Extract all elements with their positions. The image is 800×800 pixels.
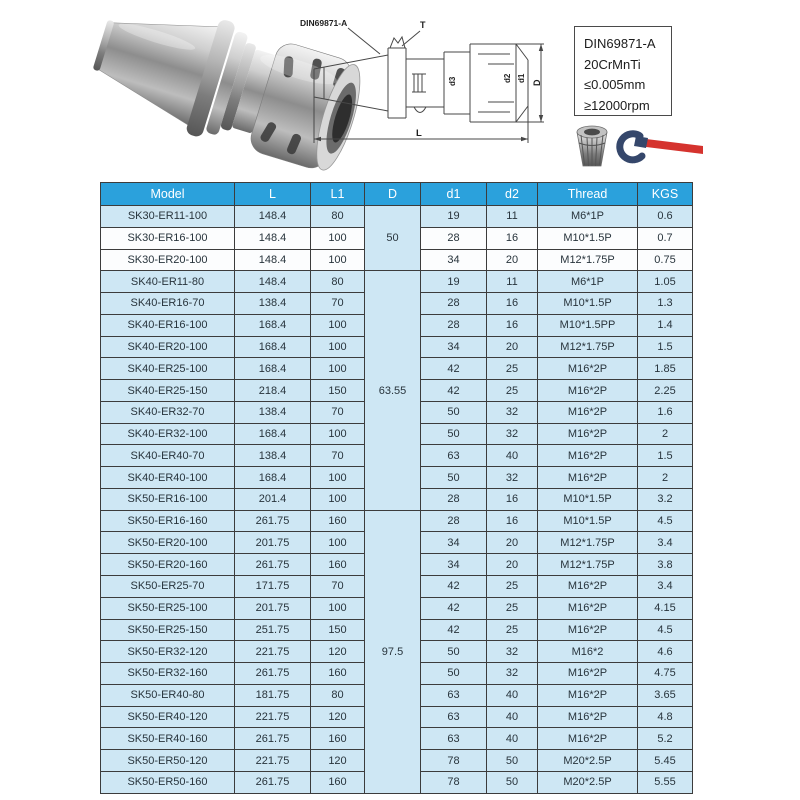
d1-cell: 50 bbox=[421, 401, 487, 423]
d2-cell: 25 bbox=[487, 576, 538, 598]
spec-table-body bbox=[101, 206, 693, 794]
model-cell: SK40-ER11-80 bbox=[101, 271, 235, 293]
l1-cell: 100 bbox=[311, 532, 365, 554]
thread-cell: M10*1.5P bbox=[538, 510, 638, 532]
l-cell: 261.75 bbox=[235, 728, 311, 750]
l1-cell: 120 bbox=[311, 706, 365, 728]
thread-cell: M20*2.5P bbox=[538, 771, 638, 793]
l1-cell: 160 bbox=[311, 728, 365, 750]
d2-cell: 16 bbox=[487, 510, 538, 532]
l1-cell: 100 bbox=[311, 467, 365, 489]
d-merged-cell: 97.5 bbox=[365, 510, 421, 793]
spec-line-rpm: ≥12000rpm bbox=[584, 97, 650, 113]
l-cell: 221.75 bbox=[235, 641, 311, 663]
model-cell: SK40-ER16-70 bbox=[101, 293, 235, 315]
d2-cell: 16 bbox=[487, 293, 538, 315]
d-merged-cell: 63.55 bbox=[365, 271, 421, 510]
model-cell: SK50-ER50-120 bbox=[101, 750, 235, 772]
l1-cell: 150 bbox=[311, 380, 365, 402]
model-cell: SK40-ER32-100 bbox=[101, 423, 235, 445]
kgs-cell: 1.5 bbox=[638, 336, 693, 358]
d1-cell: 42 bbox=[421, 619, 487, 641]
table-row bbox=[101, 206, 693, 228]
table-row bbox=[101, 271, 693, 293]
spec-table-header bbox=[101, 183, 693, 206]
thread-cell: M6*1P bbox=[538, 206, 638, 228]
kgs-cell: 2 bbox=[638, 467, 693, 489]
kgs-cell: 4.75 bbox=[638, 663, 693, 685]
thread-cell: M20*2.5P bbox=[538, 750, 638, 772]
drawing-standard-label: DIN69871-A bbox=[300, 18, 348, 28]
d1-cell: 50 bbox=[421, 641, 487, 663]
d1-cell: 42 bbox=[421, 597, 487, 619]
l-cell: 261.75 bbox=[235, 771, 311, 793]
thread-cell: M10*1.5P bbox=[538, 488, 638, 510]
kgs-cell: 4.6 bbox=[638, 641, 693, 663]
hook-spanner-wrench-icon bbox=[614, 127, 706, 167]
l-cell: 148.4 bbox=[235, 227, 311, 249]
thread-cell: M10*1.5P bbox=[538, 293, 638, 315]
col-header-d: D bbox=[365, 183, 421, 206]
model-cell: SK50-ER32-160 bbox=[101, 663, 235, 685]
d2-cell: 11 bbox=[487, 206, 538, 228]
l-cell: 168.4 bbox=[235, 314, 311, 336]
kgs-cell: 3.8 bbox=[638, 554, 693, 576]
thread-cell: M16*2P bbox=[538, 619, 638, 641]
d2-cell: 16 bbox=[487, 227, 538, 249]
kgs-cell: 1.05 bbox=[638, 271, 693, 293]
thread-cell: M16*2P bbox=[538, 445, 638, 467]
kgs-cell: 1.5 bbox=[638, 445, 693, 467]
thread-cell: M16*2 bbox=[538, 641, 638, 663]
col-header-l1: L1 bbox=[311, 183, 365, 206]
thread-cell: M12*1.75P bbox=[538, 249, 638, 271]
thread-cell: M12*1.75P bbox=[538, 554, 638, 576]
spec-line-material: 20CrMnTi bbox=[584, 56, 641, 72]
d2-cell: 16 bbox=[487, 314, 538, 336]
model-cell: SK50-ER40-160 bbox=[101, 728, 235, 750]
thread-cell: M16*2P bbox=[538, 358, 638, 380]
thread-cell: M16*2P bbox=[538, 423, 638, 445]
col-header-d1: d1 bbox=[421, 183, 487, 206]
d1-cell: 50 bbox=[421, 423, 487, 445]
kgs-cell: 4.5 bbox=[638, 510, 693, 532]
technical-drawing bbox=[292, 12, 574, 174]
d2-cell: 20 bbox=[487, 532, 538, 554]
l1-cell: 100 bbox=[311, 488, 365, 510]
thread-cell: M16*2P bbox=[538, 380, 638, 402]
kgs-cell: 4.15 bbox=[638, 597, 693, 619]
l-cell: 181.75 bbox=[235, 684, 311, 706]
d2-cell: 32 bbox=[487, 467, 538, 489]
model-cell: SK30-ER16-100 bbox=[101, 227, 235, 249]
l1-cell: 70 bbox=[311, 445, 365, 467]
d2-cell: 40 bbox=[487, 445, 538, 467]
d2-cell: 25 bbox=[487, 597, 538, 619]
l-cell: 168.4 bbox=[235, 336, 311, 358]
l-cell: 148.4 bbox=[235, 249, 311, 271]
l1-cell: 120 bbox=[311, 750, 365, 772]
d2-cell: 32 bbox=[487, 423, 538, 445]
model-cell: SK40-ER32-70 bbox=[101, 401, 235, 423]
model-cell: SK50-ER16-100 bbox=[101, 488, 235, 510]
d2-cell: 25 bbox=[487, 619, 538, 641]
l1-cell: 80 bbox=[311, 206, 365, 228]
d1-cell: 34 bbox=[421, 336, 487, 358]
l-cell: 221.75 bbox=[235, 706, 311, 728]
l1-cell: 100 bbox=[311, 597, 365, 619]
d1-cell: 42 bbox=[421, 380, 487, 402]
l1-cell: 160 bbox=[311, 771, 365, 793]
kgs-cell: 1.6 bbox=[638, 401, 693, 423]
l1-cell: 120 bbox=[311, 641, 365, 663]
model-cell: SK50-ER25-100 bbox=[101, 597, 235, 619]
model-cell: SK50-ER25-150 bbox=[101, 619, 235, 641]
kgs-cell: 2.25 bbox=[638, 380, 693, 402]
d2-cell: 32 bbox=[487, 401, 538, 423]
l1-cell: 80 bbox=[311, 684, 365, 706]
d1-cell: 50 bbox=[421, 663, 487, 685]
d1-cell: 42 bbox=[421, 358, 487, 380]
l-cell: 261.75 bbox=[235, 554, 311, 576]
dim-label-T: T bbox=[420, 20, 426, 30]
thread-cell: M16*2P bbox=[538, 728, 638, 750]
l1-cell: 160 bbox=[311, 510, 365, 532]
l-cell: 168.4 bbox=[235, 467, 311, 489]
l-cell: 261.75 bbox=[235, 510, 311, 532]
d2-cell: 32 bbox=[487, 663, 538, 685]
col-header-model: Model bbox=[101, 183, 235, 206]
kgs-cell: 1.3 bbox=[638, 293, 693, 315]
spec-table bbox=[100, 182, 693, 794]
l1-cell: 100 bbox=[311, 249, 365, 271]
l-cell: 148.4 bbox=[235, 271, 311, 293]
l1-cell: 100 bbox=[311, 423, 365, 445]
kgs-cell: 3.4 bbox=[638, 576, 693, 598]
spec-line-runout: ≤0.005mm bbox=[584, 77, 646, 92]
d2-cell: 40 bbox=[487, 728, 538, 750]
thread-cell: M16*2P bbox=[538, 401, 638, 423]
l1-cell: 160 bbox=[311, 663, 365, 685]
d1-cell: 78 bbox=[421, 750, 487, 772]
d2-cell: 11 bbox=[487, 271, 538, 293]
model-cell: SK50-ER25-70 bbox=[101, 576, 235, 598]
thread-cell: M16*2P bbox=[538, 684, 638, 706]
thread-cell: M16*2P bbox=[538, 467, 638, 489]
d1-cell: 63 bbox=[421, 728, 487, 750]
l-cell: 201.75 bbox=[235, 532, 311, 554]
d2-cell: 25 bbox=[487, 380, 538, 402]
l1-cell: 100 bbox=[311, 314, 365, 336]
model-cell: SK40-ER20-100 bbox=[101, 336, 235, 358]
l1-cell: 160 bbox=[311, 554, 365, 576]
kgs-cell: 3.65 bbox=[638, 684, 693, 706]
d2-cell: 40 bbox=[487, 684, 538, 706]
col-header-kgs: KGS bbox=[638, 183, 693, 206]
d1-cell: 28 bbox=[421, 227, 487, 249]
dim-label-d2: d2 bbox=[503, 73, 512, 83]
thread-cell: M16*2P bbox=[538, 706, 638, 728]
spec-line-standard: DIN69871-A bbox=[584, 36, 656, 51]
d-merged-cell: 50 bbox=[365, 206, 421, 271]
l-cell: 251.75 bbox=[235, 619, 311, 641]
thread-cell: M16*2P bbox=[538, 576, 638, 598]
l1-cell: 100 bbox=[311, 358, 365, 380]
kgs-cell: 5.2 bbox=[638, 728, 693, 750]
d1-cell: 28 bbox=[421, 510, 487, 532]
model-cell: SK50-ER20-160 bbox=[101, 554, 235, 576]
thread-cell: M10*1.5PP bbox=[538, 314, 638, 336]
l-cell: 148.4 bbox=[235, 206, 311, 228]
dim-label-d3: d3 bbox=[448, 76, 457, 86]
col-header-thread: Thread bbox=[538, 183, 638, 206]
model-cell: SK50-ER40-120 bbox=[101, 706, 235, 728]
thread-cell: M16*2P bbox=[538, 663, 638, 685]
l-cell: 138.4 bbox=[235, 293, 311, 315]
kgs-cell: 5.55 bbox=[638, 771, 693, 793]
d2-cell: 25 bbox=[487, 358, 538, 380]
model-cell: SK50-ER32-120 bbox=[101, 641, 235, 663]
d2-cell: 20 bbox=[487, 336, 538, 358]
model-cell: SK40-ER40-100 bbox=[101, 467, 235, 489]
d2-cell: 50 bbox=[487, 771, 538, 793]
l-cell: 171.75 bbox=[235, 576, 311, 598]
kgs-cell: 1.4 bbox=[638, 314, 693, 336]
d1-cell: 28 bbox=[421, 293, 487, 315]
d1-cell: 63 bbox=[421, 684, 487, 706]
l-cell: 138.4 bbox=[235, 401, 311, 423]
dim-label-D: D bbox=[532, 79, 542, 86]
model-cell: SK50-ER40-80 bbox=[101, 684, 235, 706]
l1-cell: 100 bbox=[311, 227, 365, 249]
l-cell: 221.75 bbox=[235, 750, 311, 772]
d2-cell: 20 bbox=[487, 249, 538, 271]
d2-cell: 50 bbox=[487, 750, 538, 772]
dim-label-d1: d1 bbox=[517, 73, 526, 83]
l1-cell: 70 bbox=[311, 401, 365, 423]
d1-cell: 28 bbox=[421, 314, 487, 336]
kgs-cell: 3.4 bbox=[638, 532, 693, 554]
l-cell: 201.75 bbox=[235, 597, 311, 619]
kgs-cell: 4.5 bbox=[638, 619, 693, 641]
d1-cell: 63 bbox=[421, 445, 487, 467]
d2-cell: 20 bbox=[487, 554, 538, 576]
l-cell: 168.4 bbox=[235, 423, 311, 445]
dim-label-L: L bbox=[416, 128, 422, 139]
kgs-cell: 2 bbox=[638, 423, 693, 445]
kgs-cell: 5.45 bbox=[638, 750, 693, 772]
col-header-l: L bbox=[235, 183, 311, 206]
model-cell: SK30-ER11-100 bbox=[101, 206, 235, 228]
thread-cell: M16*2P bbox=[538, 597, 638, 619]
thread-cell: M6*1P bbox=[538, 271, 638, 293]
d1-cell: 19 bbox=[421, 206, 487, 228]
d1-cell: 34 bbox=[421, 554, 487, 576]
model-cell: SK40-ER16-100 bbox=[101, 314, 235, 336]
kgs-cell: 1.85 bbox=[638, 358, 693, 380]
kgs-cell: 0.6 bbox=[638, 206, 693, 228]
l-cell: 218.4 bbox=[235, 380, 311, 402]
l1-cell: 70 bbox=[311, 293, 365, 315]
d1-cell: 19 bbox=[421, 271, 487, 293]
l-cell: 168.4 bbox=[235, 358, 311, 380]
model-cell: SK40-ER25-150 bbox=[101, 380, 235, 402]
l1-cell: 100 bbox=[311, 336, 365, 358]
d2-cell: 16 bbox=[487, 488, 538, 510]
d2-cell: 40 bbox=[487, 706, 538, 728]
d1-cell: 28 bbox=[421, 488, 487, 510]
l1-cell: 80 bbox=[311, 271, 365, 293]
l-cell: 138.4 bbox=[235, 445, 311, 467]
thread-cell: M10*1.5P bbox=[538, 227, 638, 249]
model-cell: SK50-ER50-160 bbox=[101, 771, 235, 793]
thread-cell: M12*1.75P bbox=[538, 336, 638, 358]
d1-cell: 50 bbox=[421, 467, 487, 489]
kgs-cell: 0.75 bbox=[638, 249, 693, 271]
col-header-d2: d2 bbox=[487, 183, 538, 206]
kgs-cell: 0.7 bbox=[638, 227, 693, 249]
kgs-cell: 3.2 bbox=[638, 488, 693, 510]
l-cell: 261.75 bbox=[235, 663, 311, 685]
l1-cell: 70 bbox=[311, 576, 365, 598]
l-cell: 201.4 bbox=[235, 488, 311, 510]
model-cell: SK30-ER20-100 bbox=[101, 249, 235, 271]
d1-cell: 42 bbox=[421, 576, 487, 598]
d1-cell: 78 bbox=[421, 771, 487, 793]
model-cell: SK40-ER40-70 bbox=[101, 445, 235, 467]
d2-cell: 32 bbox=[487, 641, 538, 663]
model-cell: SK50-ER16-160 bbox=[101, 510, 235, 532]
er-collet-icon bbox=[571, 121, 613, 171]
spec-box bbox=[574, 26, 672, 116]
table-row bbox=[101, 510, 693, 532]
d1-cell: 34 bbox=[421, 532, 487, 554]
l1-cell: 150 bbox=[311, 619, 365, 641]
kgs-cell: 4.8 bbox=[638, 706, 693, 728]
thread-cell: M12*1.75P bbox=[538, 532, 638, 554]
d1-cell: 63 bbox=[421, 706, 487, 728]
model-cell: SK40-ER25-100 bbox=[101, 358, 235, 380]
d1-cell: 34 bbox=[421, 249, 487, 271]
model-cell: SK50-ER20-100 bbox=[101, 532, 235, 554]
